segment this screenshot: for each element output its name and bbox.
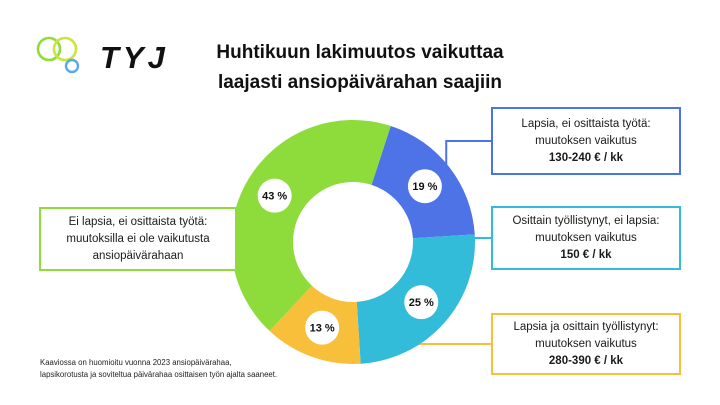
footnote-line-2: lapsikorotusta ja soviteltua päivärahaa osittaisen työn ajalta saaneet. bbox=[40, 370, 278, 379]
callout-line-1: Lapsia, ei osittaista työtä: bbox=[521, 117, 651, 130]
title-line-2: laajasti ansiopäivärahan saajiin bbox=[217, 72, 503, 93]
callout-value: 150 € / kk bbox=[560, 248, 612, 261]
callout-line-2: muutoksen vaikutus bbox=[535, 134, 637, 147]
callout-line-1: Osittain työllistynyt, ei lapsia: bbox=[512, 214, 660, 227]
connector-line bbox=[446, 141, 491, 170]
callout-line-1: Lapsia ja osittain työllistynyt: bbox=[513, 320, 659, 333]
title-line-1: Huhtikuun lakimuutos vaikuttaa bbox=[216, 42, 504, 63]
slice-percent-label: 25 % bbox=[408, 297, 434, 310]
slice-percent-label: 13 % bbox=[309, 322, 335, 335]
callout-line-3: ansiopäivärahaan bbox=[92, 249, 184, 262]
slice-percent-label: 43 % bbox=[262, 190, 288, 203]
callout-children-and-parttime bbox=[491, 313, 681, 375]
callout-line-1: Ei lapsia, ei osittaista työtä: bbox=[68, 215, 208, 228]
callout-children-no-parttime bbox=[491, 107, 681, 175]
callout-line-2: muutoksilla ei ole vaikutusta bbox=[66, 232, 210, 245]
footnote-line-1: Kaaviossa on huomioitu vuonna 2023 ansiopäivärahaa, bbox=[40, 358, 232, 367]
callout-value: 280-390 € / kk bbox=[548, 354, 624, 367]
logo-text: TYJ bbox=[100, 40, 169, 75]
donut-slices bbox=[231, 120, 475, 364]
callout-value: 130-240 € / kk bbox=[548, 151, 624, 164]
footnote bbox=[40, 357, 340, 381]
callout-no-children-no-parttime bbox=[39, 207, 237, 271]
callout-line-2: muutoksen vaikutus bbox=[535, 337, 637, 350]
callout-line-2: muutoksen vaikutus bbox=[535, 231, 637, 244]
callout-parttime-no-children bbox=[491, 206, 681, 270]
slice-percent-label: 19 % bbox=[412, 181, 438, 194]
